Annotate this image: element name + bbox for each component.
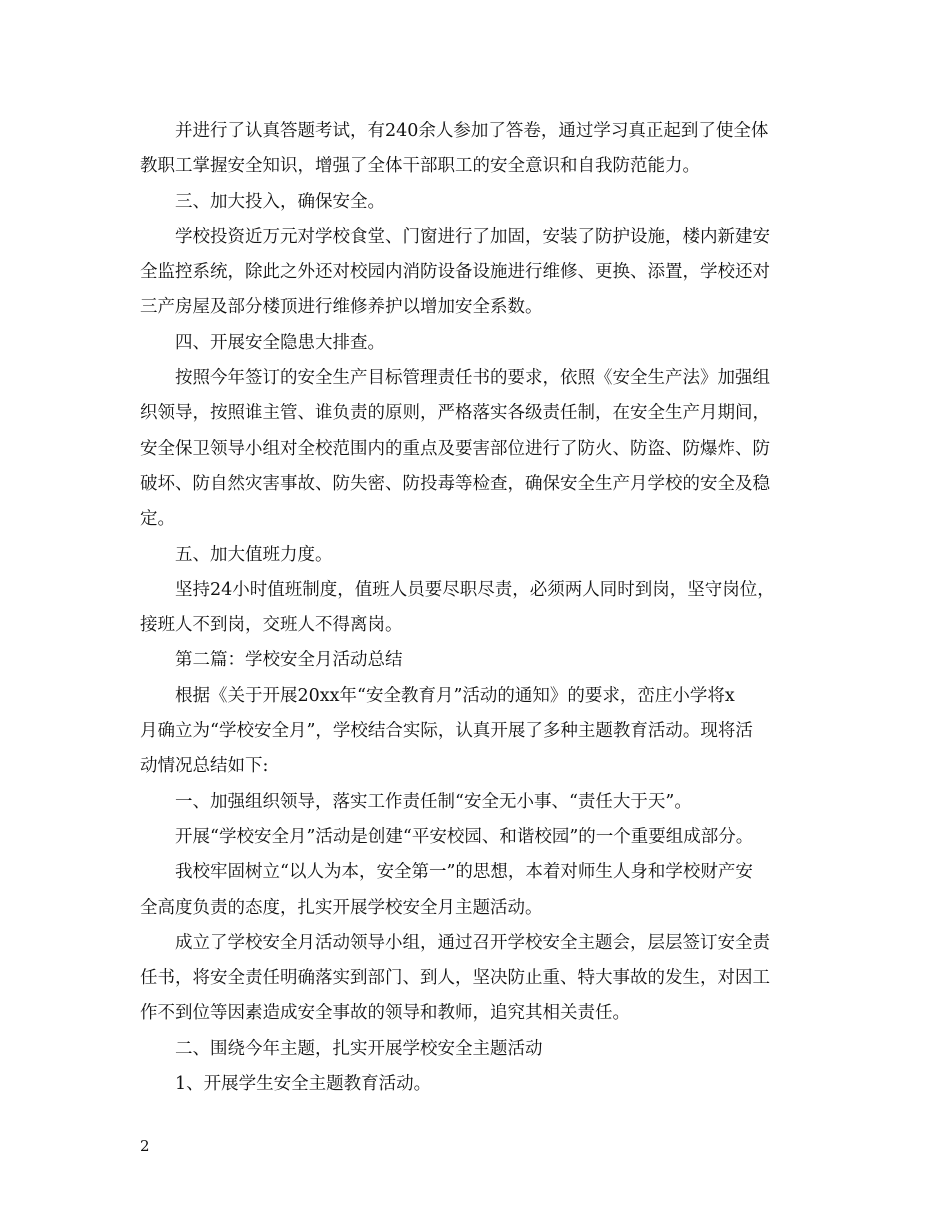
text-line: 一、加强组织领导，落实工作责任制“安全无小事、“责任大于天”。 [175, 791, 692, 812]
text-line: 月确立为“学校安全月”，学校结合实际，认真开展了多种主题教育活动。现将活 [140, 721, 753, 742]
text-line: 我校牢固树立“以人为本，安全第一”的思想，本着对师生人身和学校财产安 [175, 862, 753, 883]
text-line: 动情况总结如下: [140, 756, 269, 777]
page-number: 2 [140, 1137, 150, 1155]
text-line: 五、加大值班力度。 [175, 544, 333, 565]
text-line: 接班人不到岗，交班人不得离岗。 [140, 615, 403, 636]
text-line: 第二篇：学校安全月活动总结 [175, 650, 403, 671]
text-line: 任书，将安全责任明确落实到部门、到人，坚决防止重、特大事故的发生，对因工 [140, 968, 770, 989]
text-line: 二、围绕今年主题，扎实开展学校安全主题活动 [175, 1038, 543, 1059]
text-line: 教职工掌握安全知识，增强了全体干部职工的安全意识和自我防范能力。 [140, 156, 700, 177]
text-line: 安全保卫领导小组对全校范围内的重点及要害部位进行了防火、防盗、防爆炸、防 [140, 438, 770, 459]
text-line: 四、开展安全隐患大排查。 [175, 332, 385, 353]
text-line: 1、开展学生安全主题教育活动。 [175, 1074, 432, 1095]
text-line: 三产房屋及部分楼顶进行维修养护以增加安全系数。 [140, 297, 543, 318]
text-line: 定。 [140, 509, 175, 530]
text-line: 学校投资近万元对学校食堂、门窗进行了加固，安装了防护设施，楼内新建安 [175, 226, 770, 247]
text-line: 破坏、防自然灾害事故、防失密、防投毒等检查，确保安全生产月学校的安全及稳 [140, 473, 770, 494]
text-line: 按照今年签订的安全生产目标管理责任书的要求，依照《安全生产法》加强组 [175, 368, 770, 389]
text-line: 成立了学校安全月活动领导小组，通过召开学校安全主题会，层层签订安全责 [175, 932, 770, 953]
text-line: 根据《关于开展20xx年“安全教育月”活动的通知》的要求，峦庄小学将x [175, 685, 735, 706]
text-line: 并进行了认真答题考试，有240余人参加了答卷，通过学习真正起到了使全体 [175, 121, 769, 141]
text-line: 作不到位等因素造成安全事故的领导和教师，追究其相关责任。 [140, 1003, 630, 1024]
text-line: 三、加大投入，确保安全。 [175, 191, 385, 212]
text-line: 全高度负责的态度，扎实开展学校安全月主题活动。 [140, 897, 543, 918]
text-line: 全监控系统，除此之外还对校园内消防设备设施进行维修、更换、添置，学校还对 [140, 262, 770, 283]
text-line: 开展“学校安全月”活动是创建“平安校园、和谐校园”的一个重要组成部分。 [175, 826, 754, 847]
text-line: 织领导，按照谁主管、谁负责的原则，严格落实各级责任制，在安全生产月期间， [140, 403, 770, 424]
text-line: 坚持24小时值班制度，值班人员要尽职尽责，必须两人同时到岗，坚守岗位， [175, 579, 775, 600]
document-body [140, 114, 820, 1102]
